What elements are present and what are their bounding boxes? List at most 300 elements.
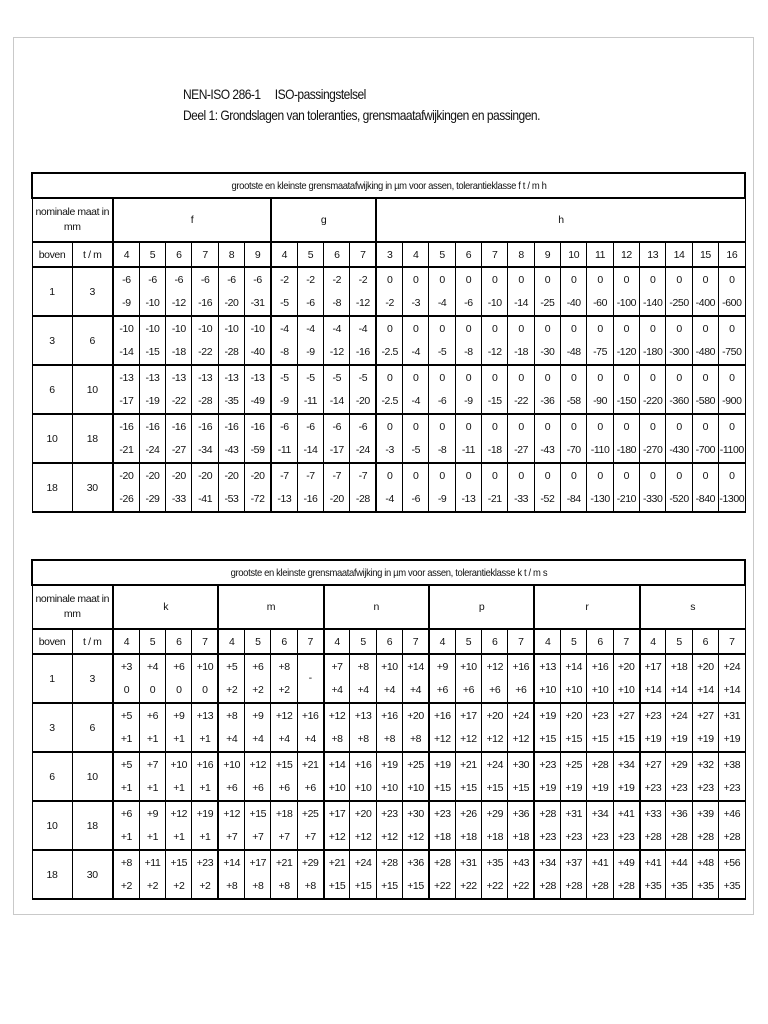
lower-deviation: +19 bbox=[644, 732, 662, 745]
upper-deviation: +6 bbox=[146, 709, 159, 722]
deviation-cell bbox=[192, 365, 218, 414]
lower-deviation: -12 bbox=[487, 345, 502, 358]
lower-deviation: +1 bbox=[146, 781, 159, 794]
lower-deviation: -12 bbox=[171, 296, 186, 309]
upper-deviation: +29 bbox=[670, 758, 688, 771]
upper-deviation: -16 bbox=[119, 420, 134, 433]
lower-deviation: +6 bbox=[515, 683, 527, 696]
deviation-cell bbox=[192, 463, 218, 512]
lower-deviation: -15 bbox=[487, 394, 502, 407]
deviation-cell bbox=[192, 414, 218, 463]
deviation-cell bbox=[613, 316, 639, 365]
lower-deviation: -27 bbox=[514, 443, 529, 456]
upper-deviation: 0 bbox=[465, 322, 472, 335]
lower-deviation: +23 bbox=[644, 781, 662, 794]
grade-header: 4 bbox=[534, 629, 560, 654]
grade-header: 6 bbox=[376, 629, 402, 654]
upper-deviation: +26 bbox=[460, 807, 477, 820]
lower-deviation: -8 bbox=[280, 345, 289, 358]
upper-deviation: +18 bbox=[670, 660, 688, 673]
lower-deviation: -700 bbox=[695, 443, 716, 456]
upper-deviation: +8 bbox=[120, 856, 132, 869]
upper-deviation: 0 bbox=[729, 420, 735, 433]
grade-header: 4 bbox=[271, 242, 297, 267]
upper-deviation: +34 bbox=[591, 807, 609, 820]
lower-deviation: +1 bbox=[199, 830, 211, 843]
upper-deviation: +43 bbox=[512, 856, 530, 869]
lower-deviation: -580 bbox=[695, 394, 716, 407]
lower-deviation: +2 bbox=[173, 879, 185, 892]
upper-deviation: +27 bbox=[644, 758, 662, 771]
upper-deviation: +12 bbox=[275, 709, 293, 722]
upper-deviation: -4 bbox=[306, 322, 315, 335]
lower-deviation: -13 bbox=[461, 492, 476, 505]
deviation-cell bbox=[534, 850, 560, 899]
upper-deviation: 0 bbox=[439, 273, 445, 286]
lower-deviation: +12 bbox=[512, 732, 530, 745]
lower-deviation: -43 bbox=[224, 443, 239, 456]
upper-deviation: 0 bbox=[729, 273, 735, 286]
deviation-cell bbox=[719, 654, 746, 703]
deviation-cell bbox=[613, 414, 639, 463]
upper-deviation: +41 bbox=[591, 856, 609, 869]
grade-header: 6 bbox=[271, 629, 297, 654]
lower-deviation: +2 bbox=[252, 683, 264, 696]
deviation-cell bbox=[455, 801, 481, 850]
lower-deviation: +10 bbox=[407, 781, 424, 794]
lower-deviation: -4 bbox=[411, 394, 421, 407]
upper-deviation: -13 bbox=[224, 371, 239, 384]
lower-deviation: +23 bbox=[539, 830, 556, 843]
upper-deviation: +44 bbox=[670, 856, 688, 869]
lower-deviation: -6 bbox=[464, 296, 473, 309]
deviation-cell bbox=[403, 801, 429, 850]
deviation-cell bbox=[692, 654, 718, 703]
upper-deviation: -4 bbox=[358, 322, 368, 335]
upper-deviation: 0 bbox=[439, 420, 445, 433]
lower-deviation: -16 bbox=[198, 296, 213, 309]
deviation-cell bbox=[350, 801, 376, 850]
lower-deviation: -21 bbox=[119, 443, 134, 456]
upper-deviation: +5 bbox=[226, 660, 238, 673]
upper-deviation: -10 bbox=[119, 322, 134, 335]
deviation-cell bbox=[271, 801, 297, 850]
upper-deviation: +49 bbox=[617, 856, 635, 869]
grade-header: 4 bbox=[324, 629, 350, 654]
upper-deviation: +56 bbox=[723, 856, 741, 869]
lower-deviation: +15 bbox=[591, 732, 609, 745]
lower-deviation: +23 bbox=[565, 830, 583, 843]
deviation-cell bbox=[324, 703, 350, 752]
deviation-cell bbox=[139, 752, 165, 801]
deviation-cell bbox=[482, 316, 508, 365]
deviation-cell bbox=[587, 414, 613, 463]
upper-deviation: +34 bbox=[539, 856, 556, 869]
deviation-cell bbox=[403, 752, 429, 801]
upper-deviation: +20 bbox=[617, 660, 635, 673]
deviation-cell bbox=[376, 365, 402, 414]
lower-deviation: +15 bbox=[617, 732, 635, 745]
deviation-cell bbox=[139, 654, 165, 703]
upper-deviation: +37 bbox=[565, 856, 583, 869]
lower-deviation: +6 bbox=[304, 781, 316, 794]
upper-deviation: 0 bbox=[676, 273, 682, 286]
deviation-cell bbox=[376, 463, 402, 512]
deviation-cell bbox=[218, 463, 244, 512]
deviation-cell bbox=[166, 850, 192, 899]
lower-deviation: -900 bbox=[722, 394, 742, 407]
deviation-cell bbox=[350, 316, 376, 365]
upper-deviation: +10 bbox=[196, 660, 214, 673]
upper-deviation: - bbox=[308, 672, 312, 684]
deviation-cell bbox=[139, 801, 165, 850]
lower-deviation: +23 bbox=[591, 830, 609, 843]
upper-deviation: 0 bbox=[492, 469, 498, 482]
table-row bbox=[32, 654, 745, 703]
col-header-tm: t / m bbox=[72, 629, 113, 654]
lower-deviation: +1 bbox=[173, 781, 185, 794]
deviation-cell bbox=[692, 414, 718, 463]
deviation-cell bbox=[613, 365, 639, 414]
lower-deviation: +15 bbox=[434, 781, 451, 794]
lower-deviation: -35 bbox=[224, 394, 239, 407]
deviation-cell bbox=[245, 463, 271, 512]
deviation-cell bbox=[113, 267, 139, 316]
deviation-cell bbox=[403, 654, 429, 703]
deviation-cell bbox=[719, 850, 746, 899]
lower-deviation: -360 bbox=[669, 394, 689, 407]
grade-header: 5 bbox=[245, 629, 271, 654]
lower-deviation: -12 bbox=[355, 296, 370, 309]
lower-deviation: +12 bbox=[354, 830, 372, 843]
table-row bbox=[32, 801, 745, 850]
deviation-cell bbox=[482, 463, 508, 512]
upper-deviation: -6 bbox=[358, 420, 368, 433]
deviation-cell bbox=[508, 414, 534, 463]
tolerance-class-n: n bbox=[324, 585, 429, 629]
tolerance-class-r: r bbox=[534, 585, 639, 629]
deviation-cell bbox=[297, 463, 323, 512]
lower-deviation: +12 bbox=[486, 732, 504, 745]
upper-deviation: +14 bbox=[565, 660, 583, 673]
upper-deviation: +6 bbox=[173, 660, 185, 673]
upper-deviation: -10 bbox=[145, 322, 160, 335]
lower-deviation: +8 bbox=[357, 732, 369, 745]
deviation-cell bbox=[640, 703, 666, 752]
upper-deviation: -16 bbox=[250, 420, 265, 433]
lower-deviation: +12 bbox=[328, 830, 346, 843]
lower-deviation: -11 bbox=[277, 443, 291, 456]
deviation-cell bbox=[192, 267, 218, 316]
lower-deviation: +8 bbox=[331, 732, 343, 745]
deviation-cell bbox=[403, 365, 429, 414]
deviation-cell bbox=[403, 463, 429, 512]
deviation-cell bbox=[534, 752, 560, 801]
upper-deviation: +12 bbox=[249, 758, 267, 771]
upper-deviation: 0 bbox=[623, 273, 630, 286]
grade-header: 4 bbox=[113, 242, 139, 267]
deviation-cell bbox=[192, 654, 218, 703]
upper-deviation: +19 bbox=[381, 758, 398, 771]
deviation-cell bbox=[166, 752, 192, 801]
lower-deviation: +18 bbox=[512, 830, 530, 843]
upper-deviation: 0 bbox=[518, 469, 524, 482]
deviation-cell bbox=[561, 703, 587, 752]
deviation-cell bbox=[324, 316, 350, 365]
standard-subtitle: Deel 1: Grondslagen van toleranties, grensmaatafwijkingen en passingen. bbox=[183, 107, 540, 123]
deviation-cell bbox=[534, 267, 560, 316]
deviation-cell bbox=[350, 365, 376, 414]
upper-deviation: +41 bbox=[644, 856, 662, 869]
deviation-cell bbox=[403, 850, 429, 899]
deviation-cell bbox=[324, 850, 350, 899]
upper-deviation: 0 bbox=[702, 322, 709, 335]
lower-deviation: +14 bbox=[670, 683, 688, 696]
deviation-cell bbox=[271, 463, 297, 512]
upper-deviation: -20 bbox=[250, 469, 265, 482]
upper-deviation: +12 bbox=[328, 709, 346, 722]
lower-deviation: -16 bbox=[303, 492, 318, 505]
deviation-cell bbox=[297, 267, 323, 316]
upper-deviation: 0 bbox=[413, 273, 419, 286]
deviation-cell bbox=[587, 365, 613, 414]
lower-deviation: -14 bbox=[303, 443, 318, 456]
deviation-cell bbox=[692, 365, 718, 414]
table-row bbox=[32, 850, 745, 899]
lower-deviation: -28 bbox=[355, 492, 370, 505]
lower-deviation: +2 bbox=[120, 879, 132, 892]
standard-title: NEN-ISO 286-1 ISO-passingstelsel bbox=[183, 86, 366, 102]
deviation-cell bbox=[350, 850, 376, 899]
upper-deviation: +28 bbox=[434, 856, 451, 869]
size-boven: 1 bbox=[32, 267, 72, 316]
lower-deviation: +19 bbox=[539, 781, 556, 794]
deviation-cell bbox=[324, 267, 350, 316]
upper-deviation: -10 bbox=[250, 322, 265, 335]
size-tm: 30 bbox=[72, 850, 113, 899]
lower-deviation: -18 bbox=[487, 443, 502, 456]
table-row bbox=[32, 752, 745, 801]
lower-deviation: +18 bbox=[486, 830, 504, 843]
upper-deviation: +5 bbox=[120, 758, 132, 771]
upper-deviation: +9 bbox=[252, 709, 264, 722]
upper-deviation: +13 bbox=[196, 709, 214, 722]
grade-header: 5 bbox=[666, 629, 692, 654]
upper-deviation: +10 bbox=[460, 660, 477, 673]
lower-deviation: -72 bbox=[250, 492, 265, 505]
grade-header: 10 bbox=[561, 242, 587, 267]
lower-deviation: +1 bbox=[146, 732, 159, 745]
upper-deviation: 0 bbox=[571, 273, 577, 286]
lower-deviation: -210 bbox=[616, 492, 637, 505]
upper-deviation: 0 bbox=[465, 371, 472, 384]
upper-deviation: -13 bbox=[145, 371, 160, 384]
grade-header: 15 bbox=[692, 242, 718, 267]
deviation-cell bbox=[640, 414, 666, 463]
upper-deviation: 0 bbox=[676, 371, 682, 384]
upper-deviation: +7 bbox=[331, 660, 343, 673]
upper-deviation: +21 bbox=[460, 758, 477, 771]
lower-deviation: -10 bbox=[145, 296, 160, 309]
deviation-cell bbox=[139, 703, 165, 752]
deviation-cell bbox=[666, 801, 692, 850]
upper-deviation: -16 bbox=[145, 420, 160, 433]
deviation-cell bbox=[429, 752, 455, 801]
table-row bbox=[32, 316, 745, 365]
upper-deviation: +10 bbox=[170, 758, 188, 771]
deviation-cell bbox=[640, 267, 666, 316]
deviation-cell bbox=[297, 703, 323, 752]
grade-header: 4 bbox=[113, 629, 139, 654]
upper-deviation: 0 bbox=[465, 420, 472, 433]
lower-deviation: -18 bbox=[514, 345, 529, 358]
deviation-cell bbox=[166, 801, 192, 850]
lower-deviation: -5 bbox=[280, 296, 289, 309]
upper-deviation: 0 bbox=[650, 420, 656, 433]
grade-header: 6 bbox=[482, 629, 508, 654]
deviation-cell bbox=[218, 801, 244, 850]
upper-deviation: +8 bbox=[226, 709, 238, 722]
deviation-cell bbox=[218, 316, 244, 365]
deviation-cell bbox=[245, 752, 271, 801]
lower-deviation: -17 bbox=[329, 443, 344, 456]
upper-deviation: 0 bbox=[729, 322, 735, 335]
deviation-cell bbox=[192, 752, 218, 801]
upper-deviation: +23 bbox=[591, 709, 609, 722]
table-row bbox=[32, 267, 745, 316]
upper-deviation: -13 bbox=[198, 371, 213, 384]
deviation-cell bbox=[455, 316, 481, 365]
deviation-cell bbox=[534, 414, 560, 463]
upper-deviation: -16 bbox=[171, 420, 186, 433]
upper-deviation: -2 bbox=[332, 273, 342, 286]
upper-deviation: -7 bbox=[306, 469, 315, 482]
upper-deviation: +36 bbox=[670, 807, 688, 820]
lower-deviation: -27 bbox=[171, 443, 186, 456]
size-boven: 10 bbox=[32, 414, 72, 463]
grade-header: 5 bbox=[139, 629, 165, 654]
upper-deviation: 0 bbox=[571, 371, 577, 384]
table-caption-text: grootste en kleinste grensmaatafwijking in µm voor assen, tolerantieklasse f t / m h bbox=[231, 179, 547, 192]
upper-deviation: -6 bbox=[174, 273, 184, 286]
lower-deviation: -4 bbox=[411, 345, 421, 358]
deviation-cell bbox=[376, 752, 402, 801]
lower-deviation: -14 bbox=[514, 296, 529, 309]
size-tm: 3 bbox=[72, 267, 113, 316]
deviation-cell bbox=[245, 414, 271, 463]
lower-deviation: +35 bbox=[670, 879, 688, 892]
deviation-cell bbox=[113, 801, 139, 850]
lower-deviation: 0 bbox=[149, 683, 156, 696]
upper-deviation: +25 bbox=[565, 758, 583, 771]
upper-deviation: +21 bbox=[328, 856, 346, 869]
upper-deviation: +38 bbox=[723, 758, 741, 771]
deviation-cell bbox=[692, 463, 718, 512]
size-tm: 10 bbox=[72, 365, 113, 414]
deviation-cell bbox=[613, 752, 639, 801]
deviation-cell bbox=[455, 365, 481, 414]
upper-deviation: +39 bbox=[697, 807, 714, 820]
lower-deviation: -36 bbox=[540, 394, 555, 407]
lower-deviation: -18 bbox=[171, 345, 186, 358]
deviation-cell bbox=[192, 850, 218, 899]
lower-deviation: -120 bbox=[616, 345, 637, 358]
grade-header: 7 bbox=[192, 242, 218, 267]
deviation-cell bbox=[666, 850, 692, 899]
upper-deviation: 0 bbox=[492, 371, 498, 384]
grade-header: 4 bbox=[429, 629, 455, 654]
lower-deviation: -220 bbox=[643, 394, 663, 407]
lower-deviation: -4 bbox=[385, 492, 394, 505]
upper-deviation: +17 bbox=[328, 807, 346, 820]
upper-deviation: -7 bbox=[358, 469, 368, 482]
lower-deviation: -60 bbox=[593, 296, 608, 309]
lower-deviation: -9 bbox=[122, 296, 131, 309]
col-header-tm: t / m bbox=[72, 242, 113, 267]
lower-deviation: +8 bbox=[226, 879, 238, 892]
deviation-cell bbox=[192, 316, 218, 365]
lower-deviation: -20 bbox=[329, 492, 344, 505]
deviation-cell bbox=[245, 654, 271, 703]
lower-deviation: +15 bbox=[381, 879, 398, 892]
size-tm: 10 bbox=[72, 752, 113, 801]
lower-deviation: +8 bbox=[252, 879, 264, 892]
deviation-cell bbox=[429, 850, 455, 899]
deviation-cell bbox=[455, 267, 481, 316]
lower-deviation: +7 bbox=[226, 830, 238, 843]
upper-deviation: 0 bbox=[413, 322, 419, 335]
deviation-cell bbox=[534, 316, 560, 365]
upper-deviation: 0 bbox=[571, 322, 577, 335]
deviation-cell bbox=[666, 365, 692, 414]
upper-deviation: +17 bbox=[249, 856, 267, 869]
deviation-cell bbox=[350, 654, 376, 703]
lower-deviation: +14 bbox=[697, 683, 714, 696]
lower-deviation: +1 bbox=[120, 830, 132, 843]
upper-deviation: +16 bbox=[354, 758, 372, 771]
upper-deviation: 0 bbox=[386, 273, 393, 286]
lower-deviation: -480 bbox=[695, 345, 716, 358]
lower-deviation: +28 bbox=[565, 879, 583, 892]
deviation-cell bbox=[245, 703, 271, 752]
upper-deviation: +12 bbox=[223, 807, 241, 820]
lower-deviation: +4 bbox=[304, 732, 316, 745]
deviation-cell bbox=[666, 267, 692, 316]
upper-deviation: +11 bbox=[144, 856, 161, 869]
grade-header: 7 bbox=[482, 242, 508, 267]
deviation-cell bbox=[297, 414, 323, 463]
deviation-cell bbox=[218, 414, 244, 463]
lower-deviation: +28 bbox=[644, 830, 662, 843]
upper-deviation: -4 bbox=[332, 322, 342, 335]
deviation-cell bbox=[719, 703, 746, 752]
table-caption bbox=[32, 560, 745, 585]
deviation-cell bbox=[376, 850, 402, 899]
grade-header: 7 bbox=[350, 242, 376, 267]
deviation-cell bbox=[666, 463, 692, 512]
deviation-cell bbox=[719, 463, 746, 512]
deviation-cell bbox=[297, 850, 323, 899]
lower-deviation: +2 bbox=[146, 879, 159, 892]
deviation-cell bbox=[350, 703, 376, 752]
lower-deviation: -330 bbox=[643, 492, 663, 505]
upper-deviation: +19 bbox=[539, 709, 556, 722]
deviation-cell bbox=[429, 365, 455, 414]
lower-deviation: +6 bbox=[436, 683, 448, 696]
lower-deviation: +35 bbox=[644, 879, 662, 892]
upper-deviation: +28 bbox=[591, 758, 609, 771]
upper-deviation: 0 bbox=[623, 322, 630, 335]
